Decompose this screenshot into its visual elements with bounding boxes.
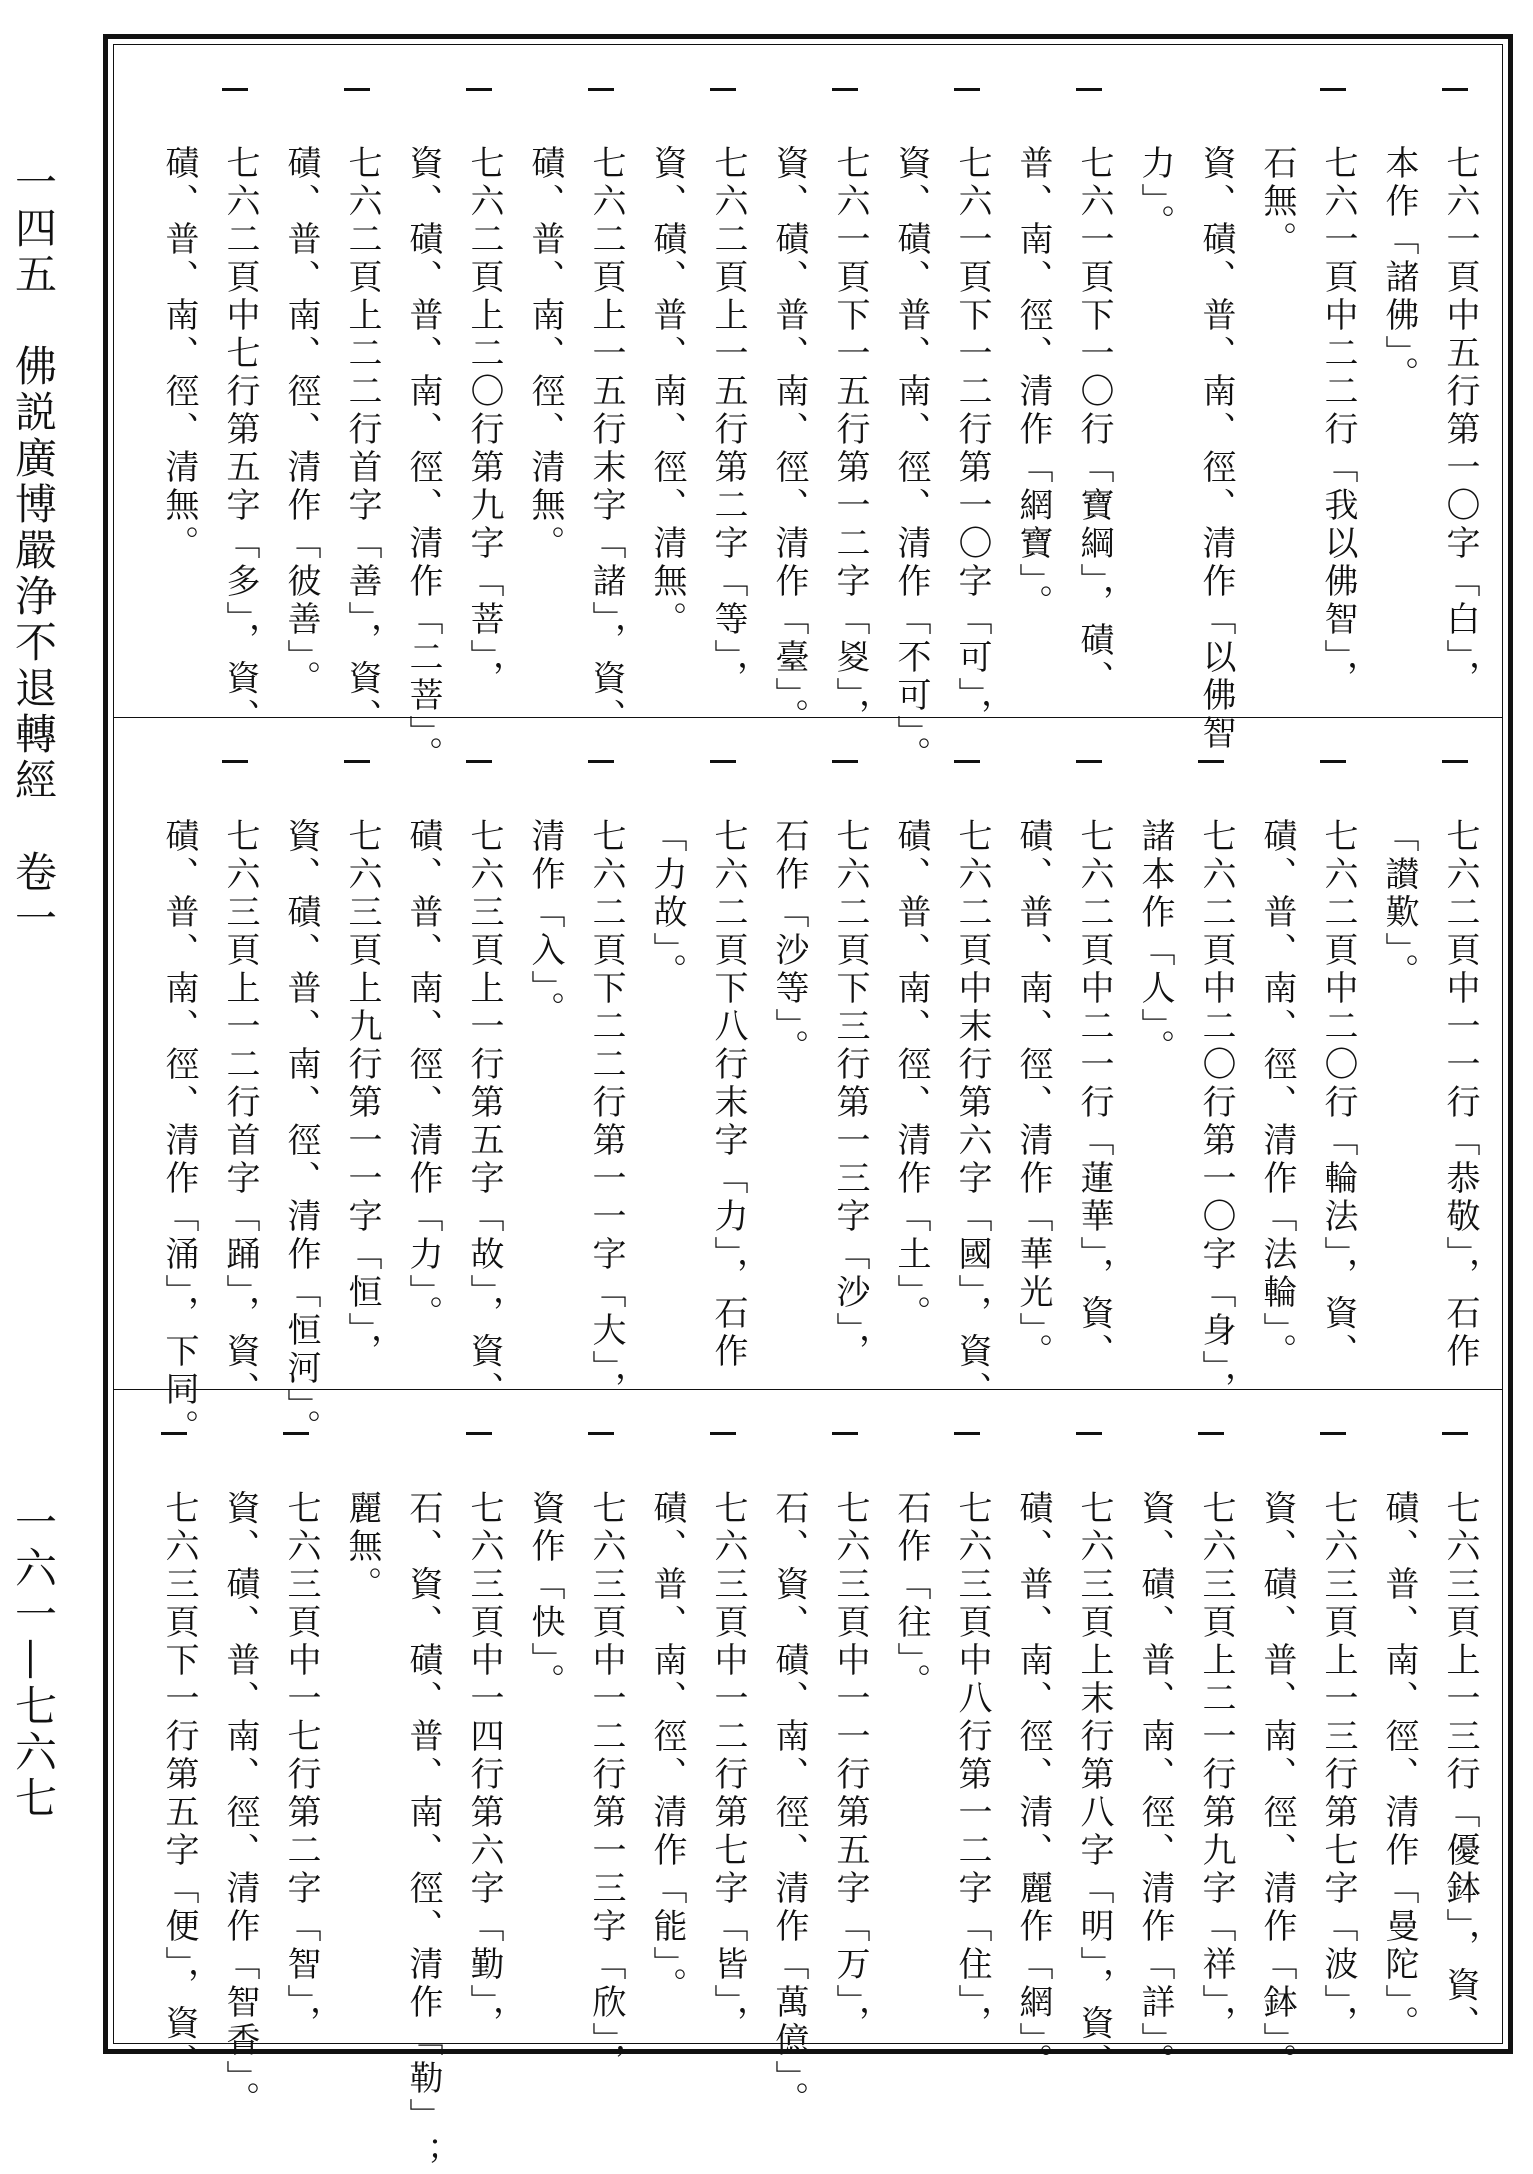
note-column: 磧、普、南、徑、清作「涌」，下同。 xyxy=(159,818,199,1447)
note-column: 資、磧、普、南、徑、清作「不可」。 xyxy=(891,145,931,774)
note-column: 資、磧、普、南、徑、清作「智香」。 xyxy=(220,1490,260,2119)
note-column: 七六三頁上一三行「優鉢」，資、 xyxy=(1440,1490,1480,2043)
note-column: 七六一頁中二二行「我以佛智」， xyxy=(1318,145,1358,698)
entry-marker xyxy=(161,1432,187,1435)
note-column: 七六三頁中八行第一二字「住」， xyxy=(952,1490,992,2043)
entry-marker xyxy=(1076,1432,1102,1435)
note-column: 七六二頁中末行第六字「國」，資、 xyxy=(952,818,992,1409)
note-column: 磧、普、南、徑、清、麗作「網」。 xyxy=(1013,1490,1053,2081)
note-column: 磧、普、南、徑、清作「華光」。 xyxy=(1013,818,1053,1371)
entry-marker xyxy=(344,760,370,763)
note-column: 磧、普、南、徑、清作「土」。 xyxy=(891,818,931,1333)
note-column: 七六一頁下一二行第一〇字「可」， xyxy=(952,145,992,736)
note-column: 七六三頁上末行第八字「明」，資、 xyxy=(1074,1490,1114,2081)
note-column: 七六一頁下一五行第一二字「㚇」， xyxy=(830,145,870,736)
entry-marker xyxy=(588,760,614,763)
margin-title: 一四五 佛説廣博嚴浄不退轉經 卷一 xyxy=(9,160,58,942)
entry-marker xyxy=(344,88,370,91)
entry-marker xyxy=(222,88,248,91)
entry-marker xyxy=(1442,760,1468,763)
entry-marker xyxy=(710,1432,736,1435)
entry-marker xyxy=(1320,1432,1346,1435)
entry-marker xyxy=(1198,1432,1224,1435)
note-column: 資、磧、普、南、徑、清作「臺」。 xyxy=(769,145,809,736)
note-column: 磧、普、南、徑、清作「法輪」。 xyxy=(1257,818,1297,1371)
note-column: 磧、普、南、徑、清無。 xyxy=(525,145,565,563)
note-column: 七六二頁中二一行「蓮華」，資、 xyxy=(1074,818,1114,1371)
note-column: 七六二頁下二二行第一一字「大」， xyxy=(586,818,626,1409)
entry-marker xyxy=(710,760,736,763)
note-column: 七六三頁上一行第五字「故」，資、 xyxy=(464,818,504,1409)
note-column: 七六二頁上二二行首字「善」，資、 xyxy=(342,145,382,736)
note-column: 石作「沙等」。 xyxy=(769,818,809,1067)
note-column: 石、資、磧、南、徑、清作「萬億」。 xyxy=(769,1490,809,2119)
note-column: 七六三頁下一行第五字「便」，資、 xyxy=(159,1490,199,2081)
note-column: 資、磧、普、南、徑、清無。 xyxy=(647,145,687,639)
entry-marker xyxy=(1076,760,1102,763)
note-column: 七六三頁上九行第一一字「恒」， xyxy=(342,818,382,1371)
entry-marker xyxy=(1076,88,1102,91)
note-column: 七六二頁下三行第一三字「沙」， xyxy=(830,818,870,1371)
note-column: 七六一頁中五行第一〇字「白」， xyxy=(1440,145,1480,698)
note-column: 七六三頁中一二行第一三字「欣」， xyxy=(586,1490,626,2081)
note-column: 七六三頁中一一行第五字「万」， xyxy=(830,1490,870,2043)
note-column: 資、磧、普、南、徑、清作「恒河」。 xyxy=(281,818,321,1447)
entry-marker xyxy=(954,760,980,763)
entry-marker xyxy=(466,1432,492,1435)
note-column: 七六二頁中二〇行「輪法」，資、 xyxy=(1318,818,1358,1371)
note-column: 「力故」。 xyxy=(647,818,687,991)
margin-page-number: 一六一—七六七 xyxy=(9,1500,58,1822)
note-column: 石無。 xyxy=(1257,145,1297,259)
note-column: 七六三頁中一二行第七字「皆」， xyxy=(708,1490,748,2043)
entry-marker xyxy=(283,1432,309,1435)
note-column: 力」。 xyxy=(1135,145,1175,242)
entry-marker xyxy=(1442,1432,1468,1435)
note-column: 磧、普、南、徑、清無。 xyxy=(159,145,199,563)
entry-marker xyxy=(1320,760,1346,763)
entry-marker xyxy=(1442,88,1468,91)
note-column: 七六二頁中七行第五字「多」，資、 xyxy=(220,145,260,736)
entry-marker xyxy=(1320,88,1346,91)
entry-marker xyxy=(1198,760,1224,763)
note-column: 資、磧、普、南、徑、清作「鉢」。 xyxy=(1257,1490,1297,2081)
entry-marker xyxy=(832,88,858,91)
note-column: 麗無。 xyxy=(342,1490,382,1604)
note-column: 資、磧、普、南、徑、清作「詳」。 xyxy=(1135,1490,1175,2081)
note-column: 七六三頁上二一行第九字「祥」， xyxy=(1196,1490,1236,2043)
note-column: 「讃歎」。 xyxy=(1379,818,1419,991)
note-column: 七六二頁中二〇行第一〇字「身」， xyxy=(1196,818,1236,1409)
note-column: 普、南、徑、清作「網寶」。 xyxy=(1013,145,1053,622)
note-column: 七六二頁中一一行「恭敬」，石作 xyxy=(1440,818,1480,1371)
entry-marker xyxy=(832,1432,858,1435)
note-column: 清作「入」。 xyxy=(525,818,565,1029)
note-column: 磧、普、南、徑、清作「彼善」。 xyxy=(281,145,321,698)
entry-marker xyxy=(832,760,858,763)
note-column: 七六二頁上一五行末字「諸」，資、 xyxy=(586,145,626,736)
note-column: 七六三頁上一二行首字「踊」，資、 xyxy=(220,818,260,1409)
entry-marker xyxy=(954,88,980,91)
note-column: 七六二頁下八行末字「力」，石作 xyxy=(708,818,748,1371)
note-column: 磧、普、南、徑、清作「能」。 xyxy=(647,1490,687,2005)
note-column: 七六三頁中一七行第二字「智」， xyxy=(281,1490,321,2043)
entry-marker xyxy=(588,1432,614,1435)
note-column: 磧、普、南、徑、清作「力」。 xyxy=(403,818,443,1333)
note-column: 七六三頁中一四行第六字「勤」， xyxy=(464,1490,504,2043)
section-divider-2 xyxy=(114,1389,1502,1390)
entry-marker xyxy=(466,760,492,763)
entry-marker xyxy=(954,1432,980,1435)
note-column: 七六三頁上一三行第七字「波」， xyxy=(1318,1490,1358,2043)
note-column: 磧、普、南、徑、清作「曼陀」。 xyxy=(1379,1490,1419,2043)
entry-marker xyxy=(588,88,614,91)
note-column: 資作「快」。 xyxy=(525,1490,565,1701)
entry-marker xyxy=(222,760,248,763)
note-column: 石、資、磧、普、南、徑、清作「勒」； xyxy=(403,1490,443,2174)
note-column: 七六二頁上一五行第二字「等」， xyxy=(708,145,748,698)
note-column: 石作「往」。 xyxy=(891,1490,931,1701)
note-column: 諸本作「人」。 xyxy=(1135,818,1175,1067)
note-column: 七六一頁下一〇行「寶綱」，磧、 xyxy=(1074,145,1114,698)
note-column: 資、磧、普、南、徑、清作「以佛智 xyxy=(1196,145,1236,753)
note-column: 本作「諸佛」。 xyxy=(1379,145,1419,394)
entry-marker xyxy=(710,88,736,91)
note-column: 資、磧、普、南、徑、清作「二菩」。 xyxy=(403,145,443,774)
entry-marker xyxy=(466,88,492,91)
note-column: 七六二頁上二〇行第九字「菩」， xyxy=(464,145,504,698)
